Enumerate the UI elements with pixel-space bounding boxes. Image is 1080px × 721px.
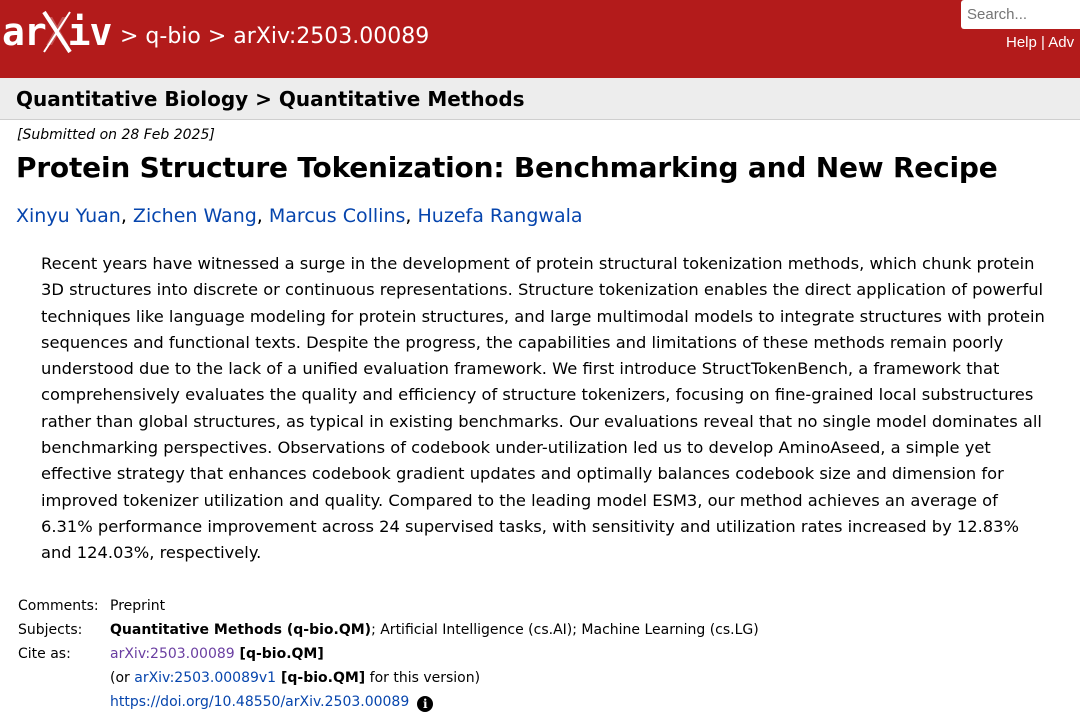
help-link[interactable]: Help [1006, 34, 1037, 51]
primary-subject: Quantitative Methods (q-bio.QM) [110, 622, 372, 638]
cite-tag: [q-bio.QM] [234, 646, 324, 662]
metadata-table [18, 594, 759, 714]
author-link[interactable]: Zichen Wang [132, 205, 257, 227]
comments-row [18, 594, 759, 618]
link-separator: | [1036, 34, 1049, 51]
version-prefix: (or [110, 670, 135, 686]
author-link[interactable]: Huzefa Rangwala [417, 205, 583, 227]
version-suffix: for this version) [365, 670, 481, 686]
search-input[interactable] [961, 0, 1080, 29]
comments-value: Preprint [110, 598, 166, 614]
submission-date: [Submitted on 28 Feb 2025] [17, 127, 215, 143]
header-bar [0, 0, 1080, 78]
version-row [18, 666, 759, 690]
arxiv-logo[interactable] [2, 12, 111, 52]
version-tag: [q-bio.QM] [276, 670, 366, 686]
author-link[interactable]: Xinyu Yuan [16, 205, 121, 227]
top-links [1006, 34, 1074, 51]
paper-title: Protein Structure Tokenization: Benchmarking and New Recipe [16, 151, 998, 184]
category-breadcrumb[interactable]: Quantitative Biology > Quantitative Methods [16, 87, 525, 111]
logo-x-mark: X [46, 12, 68, 52]
cite-id-link[interactable]: arXiv:2503.00089 [110, 646, 235, 662]
author-link[interactable]: Marcus Collins [268, 205, 406, 227]
breadcrumb[interactable]: > q-bio > arXiv:2503.00089 [120, 24, 430, 49]
advanced-search-link[interactable]: Adv [1048, 34, 1075, 51]
cite-label: Cite as: [18, 646, 71, 662]
comments-label: Comments: [18, 598, 99, 614]
subjects-label: Subjects: [18, 622, 83, 638]
cite-row [18, 642, 759, 666]
other-subjects: ; Artificial Intelligence (cs.AI); Machine Learning (cs.LG) [371, 622, 759, 638]
category-bar [0, 78, 1080, 120]
abstract: Recent years have witnessed a surge in the development of protein structural tokenization methods, which chunk protein 3D structures into discrete or continuous representations. Structure tokenization enables the direct application of powerful techniques like language modeling for protein structures, and large multimodal models to integrate structures with protein sequences and functional texts. Despite the progress, the capabilities and limitations of these methods remain poorly understood due to the lack of a unified evaluation framework. We first introduce StructTokenBench, a framework that comprehensively evaluates the quality and efficiency of structure tokenizers, focusing on fine-grained local substructures rather than global structures, as typical in existing benchmarks. Our evaluations reveal that no single model dominates all benchmarking perspectives. Observations of codebook under-utilization led us to develop AminoAseed, a simple yet effective strategy that enhances codebook gradient updates and optimally balances codebook size and dimension for improved tokenizer utilization and quality. Compared to the leading model ESM3, our method achieves an average of 6.31% performance improvement across 24 supervised tasks, with sensitivity and utilization rates increased by 12.83% and 124.03%, respectively. [41, 254, 1045, 563]
logo-text: arX iv [2, 10, 112, 54]
doi-link[interactable]: https://doi.org/10.48550/arXiv.2503.00089 [110, 694, 410, 710]
author-list: Xinyu Yuan, Zichen Wang, Marcus Collins, Huzefa Rangwala [16, 205, 583, 227]
doi-row [18, 690, 759, 714]
info-icon[interactable]: i [417, 696, 433, 712]
subjects-row [18, 618, 759, 642]
version-link[interactable]: arXiv:2503.00089v1 [134, 670, 277, 686]
